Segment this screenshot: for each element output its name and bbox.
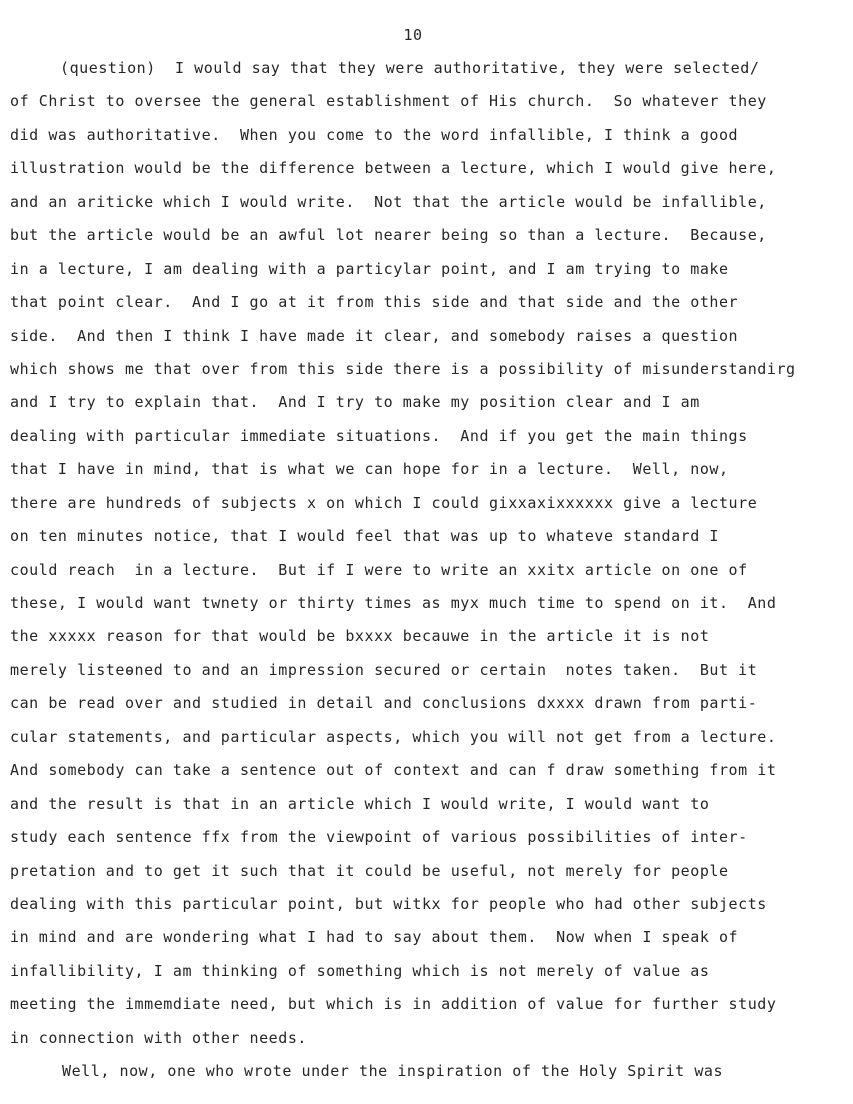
text-line (0, 292, 853, 325)
text-line (0, 626, 853, 659)
text-line (0, 1028, 853, 1061)
text-line (0, 760, 853, 793)
page-number: 10 (403, 26, 423, 44)
text-line (0, 192, 853, 225)
text-line-content: these, I would want twnety or thirty times as myx much time to spend on it. And (10, 594, 777, 612)
text-line-content: there are hundreds of subjects x on which I could gixxaxixxxxxx give a lecture (10, 493, 758, 512)
text-line-content: of Christ to oversee the general establishment of His church. So whatever they (10, 92, 767, 111)
text-line-content: side. And then I think I have made it clear, and somebody raises a question (10, 326, 739, 345)
text-line-content: can be read over and studied in detail and conclusions dxxxx drawn from parti- (10, 694, 758, 713)
text-line-content: And somebody can take a sentence out of context and can f draw something from it (10, 761, 777, 780)
text-line (0, 660, 853, 693)
text-line-content: could reach in a lecture. But if I were to write an xxitx article on one of (10, 560, 748, 579)
text-line (0, 259, 853, 292)
text-line (0, 1061, 853, 1094)
text-line-content: merely listeѳned to and an impression secured or certain notes taken. But it (10, 660, 758, 679)
text-line (0, 58, 853, 91)
text-line (0, 693, 853, 726)
text-line (0, 727, 853, 760)
text-line-content: but the article would be an awful lot nearer being so than a lecture. Because, (10, 226, 767, 245)
text-line-content: dealing with particular immediate situations. And if you get the main things (10, 426, 748, 445)
text-line-content: which shows me that over from this side there is a possibility of misunderstandirg (10, 359, 796, 378)
text-line-content: did was authoritative. When you come to the word infallible, I think a good (10, 125, 739, 144)
text-line (0, 827, 853, 860)
text-line-content: study each sentence ffx from the viewpoint of various possibilities of inter- (10, 828, 748, 847)
text-line (0, 927, 853, 960)
text-line-content: cular statements, and particular aspects, which you will not get from a lecture. (10, 727, 777, 746)
text-line-content: (question) I would say that they were authoritative, they were selected/ (60, 59, 760, 77)
text-line (0, 91, 853, 124)
text-line-content: meeting the immemdiate need, but which is in addition of value for further study (10, 995, 777, 1014)
text-line (0, 493, 853, 526)
text-line (0, 861, 853, 894)
text-line (0, 894, 853, 927)
text-line (0, 158, 853, 191)
text-line-content: pretation and to get it such that it could be useful, not merely for people (10, 861, 729, 880)
page-body (0, 58, 853, 1095)
text-line (0, 225, 853, 258)
text-line-content: in mind and are wondering what I had to say about them. Now when I speak of (10, 928, 739, 947)
text-line (0, 794, 853, 827)
text-line (0, 125, 853, 158)
text-line (0, 593, 853, 626)
text-line (0, 560, 853, 593)
text-line-content: and the result is that in an article which I would write, I would want to (10, 794, 710, 813)
text-line (0, 359, 853, 392)
text-line-content: that I have in mind, that is what we can hope for in a lecture. Well, now, (10, 460, 729, 479)
text-line-content: dealing with this particular point, but witkx for people who had other subjects (10, 894, 767, 913)
text-line (0, 994, 853, 1027)
text-line (0, 392, 853, 425)
text-line (0, 961, 853, 994)
text-line-content: the xxxxx reason for that would be bxxxx becauwe in the article it is not (10, 627, 710, 646)
text-line-content: illustration would be the difference between a lecture, which I would give here, (10, 159, 777, 178)
text-line (0, 526, 853, 559)
text-line-content: and an ariticke which I would write. Not that the article would be infallible, (10, 192, 767, 211)
text-line-content: in connection with other needs. (10, 1028, 308, 1047)
text-line (0, 459, 853, 492)
text-line-content: that point clear. And I go at it from this side and that side and the other (10, 293, 739, 312)
text-line-content: and I try to explain that. And I try to make my position clear and I am (10, 393, 700, 412)
text-line-content: on ten minutes notice, that I would feel that was up to whateve standard I (10, 527, 719, 546)
text-line-content: Well, now, one who wrote under the inspiration of the Holy Spirit was (62, 1062, 724, 1081)
text-line (0, 326, 853, 359)
text-line-content: in a lecture, I am dealing with a particylar point, and I am trying to make (10, 259, 729, 278)
text-line-content: infallibility, I am thinking of something which is not merely of value as (10, 961, 710, 980)
text-line (0, 426, 853, 459)
